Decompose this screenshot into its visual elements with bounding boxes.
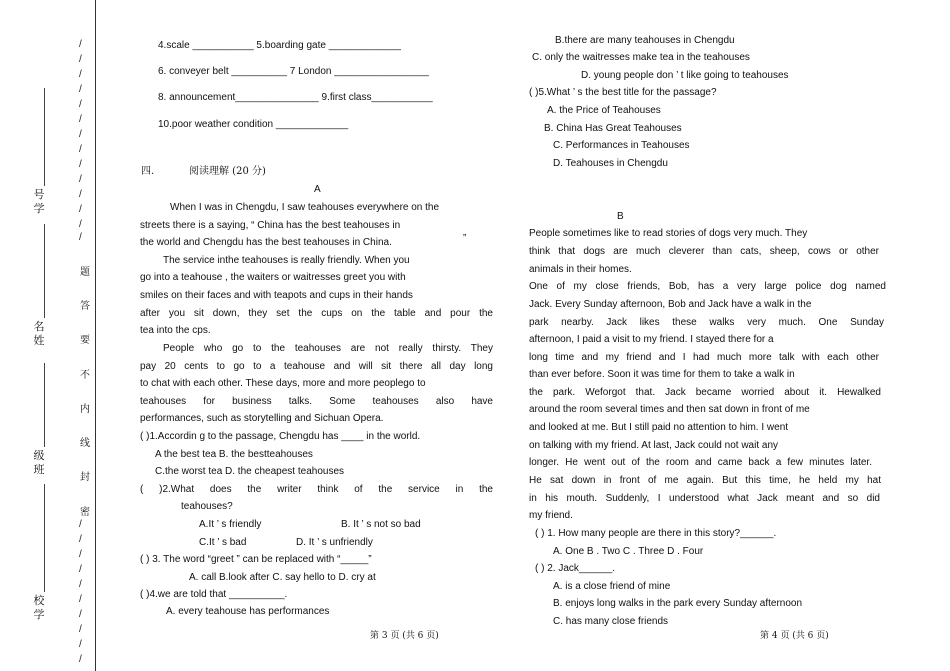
- passage-line: in his mouth. Suddenly, I understood what Jack meant and so did: [529, 493, 880, 504]
- option: A.It ’ s friendly: [199, 519, 262, 530]
- closing-quote: ”: [463, 233, 467, 244]
- page-number-right: 第 4 页 (共 6 页): [760, 631, 829, 641]
- passage-line: streets there is a saying, “ China has the best teahouses in: [140, 220, 401, 231]
- option: C. has many close friends: [553, 616, 669, 627]
- binding-slash: /: [79, 579, 82, 590]
- option: D. It ’ s unfriendly: [296, 537, 373, 548]
- passage-line: think that dogs are much cleverer than cats, sheep, cows or other: [529, 246, 879, 257]
- label-class: 级班: [33, 449, 45, 476]
- passage-line: He sat down in front of me again. But this time, he held my hat: [529, 475, 881, 486]
- vocab-line: 10.poor weather condition _____________: [158, 119, 349, 130]
- option: C.It ’ s bad: [199, 537, 247, 548]
- passage-line: pay 20 cents to go to a teahouse and will sit there all day long: [140, 361, 493, 372]
- question-1-options: A the best tea B. the bestteahouses: [155, 449, 313, 460]
- passage-line: teahouses for business talks. Some teahouses also have: [140, 396, 493, 407]
- question-1: ( )1.Accordin g to the passage, Chengdu has ____ in the world.: [140, 431, 421, 442]
- label-rule: [44, 363, 45, 447]
- passage-line: my friend.: [529, 510, 573, 521]
- binding-slash: /: [79, 564, 82, 575]
- binding-slash: /: [79, 39, 82, 50]
- passage-line: park nearby. Jack likes these walks very much. One Sunday: [529, 317, 884, 328]
- option: C. only the waitresses make tea in the teahouses: [532, 52, 750, 63]
- passage-line: People who go to the teahouses are not really thirsty. They: [163, 343, 493, 354]
- binding-slash: /: [79, 189, 82, 200]
- binding-slash: /: [79, 594, 82, 605]
- passage-line: to chat with each other. These days, more and more peoplego to: [140, 378, 426, 389]
- seal-char: 密: [80, 507, 90, 518]
- binding-slash: /: [79, 639, 82, 650]
- section-number: 四.: [141, 166, 155, 177]
- passage-line: Jack. Every Sunday afternoon, Bob and Jack have a walk in the: [529, 299, 812, 310]
- passage-line: animals in their homes.: [529, 264, 632, 275]
- binding-slash: /: [79, 534, 82, 545]
- seal-char: 线: [80, 438, 90, 449]
- page-number-left: 第 3 页 (共 6 页): [370, 631, 439, 641]
- option: B.there are many teahouses in Chengdu: [555, 35, 735, 46]
- binding-slash: /: [79, 159, 82, 170]
- option: A. the Price of Teahouses: [547, 105, 661, 116]
- passage-line: around the room several times and then sat down in front of me: [529, 404, 810, 415]
- option: C. Performances in Teahouses: [553, 140, 690, 151]
- passage-line: longer. He went out of the room and came back a few minutes later.: [529, 457, 872, 468]
- binding-slash: /: [79, 129, 82, 140]
- binding-slash: /: [79, 624, 82, 635]
- seal-char: 答: [80, 301, 90, 312]
- passage-title: B: [617, 211, 624, 222]
- passage-line: the world and Chengdu has the best teahouses in China.: [140, 237, 392, 248]
- passage-line: When I was in Chengdu, I saw teahouses everywhere on the: [170, 202, 440, 213]
- seal-char: 不: [80, 370, 90, 381]
- passage-line: One of my close friends, Bob, has a very large police dog named: [529, 281, 886, 292]
- vocab-line: 4.scale ___________ 5.boarding gate _____________: [158, 40, 401, 51]
- binding-line: [95, 0, 96, 671]
- label-student-number: 号学: [33, 188, 45, 215]
- question-3-options: A. call B.look after C. say hello to D. cry at: [189, 572, 376, 583]
- option: A. is a close friend of mine: [553, 581, 671, 592]
- question-b1: ( ) 1. How many people are there in this story?______.: [535, 528, 777, 539]
- question-2-cont: teahouses?: [181, 501, 233, 512]
- option: B. It ’ s not so bad: [341, 519, 421, 530]
- option: B. China Has Great Teahouses: [544, 123, 682, 134]
- binding-slash: /: [79, 69, 82, 80]
- question-b2: ( ) 2. Jack______.: [535, 563, 616, 574]
- passage-line: the park. Weforgot that. Jack became worried about it. Hewalked: [529, 387, 881, 398]
- seal-char: 内: [80, 404, 90, 415]
- binding-slash: /: [79, 84, 82, 95]
- binding-slash: /: [79, 114, 82, 125]
- binding-slash: /: [79, 609, 82, 620]
- option: A. every teahouse has performances: [166, 606, 330, 617]
- vocab-line: 8. announcement_______________ 9.first class___________: [158, 92, 433, 103]
- binding-slash: /: [79, 144, 82, 155]
- passage-line: than ever before. Soon it was time for them to take a walk in: [529, 369, 795, 380]
- passage-line: afternoon, I paid a visit to my friend. I stayed there for a: [529, 334, 774, 345]
- question-3: ( ) 3. The word “greet ” can be replaced with “_____”: [140, 554, 372, 565]
- binding-margin: [0, 0, 100, 671]
- binding-slash: /: [79, 174, 82, 185]
- passage-line: The service inthe teahouses is really friendly. When you: [163, 255, 410, 266]
- question-5: ( )5.What ’ s the best title for the passage?: [529, 87, 717, 98]
- binding-slash: /: [79, 204, 82, 215]
- question-2: ( )2.What does the writer think of the service in the: [140, 484, 493, 495]
- vocab-line: 6. conveyer belt __________ 7 London _________________: [158, 66, 429, 77]
- seal-char: 要: [80, 335, 90, 346]
- binding-slash: /: [79, 99, 82, 110]
- label-rule: [44, 88, 45, 186]
- passage-line: People sometimes like to read stories of dogs very much. They: [529, 228, 808, 239]
- passage-line: go into a teahouse , the waiters or waitresses greet you with: [140, 272, 406, 283]
- option: B. enjoys long walks in the park every Sunday afternoon: [553, 598, 803, 609]
- binding-slash: /: [79, 654, 82, 665]
- binding-slash: /: [79, 519, 82, 530]
- passage-line: smiles on their faces and with teapots and cups in their hands: [140, 290, 413, 301]
- label-rule: [44, 484, 45, 592]
- label-rule: [44, 224, 45, 318]
- question-b1-options: A. One B . Two C . Three D . Four: [553, 546, 704, 557]
- passage-title: A: [314, 184, 321, 195]
- question-1-options: C.the worst tea D. the cheapest teahouses: [155, 466, 344, 477]
- option: D. Teahouses in Chengdu: [553, 158, 668, 169]
- passage-line: and looked at me. But I still paid no attention to him. I went: [529, 422, 789, 433]
- passage-line: tea into the cps.: [140, 325, 211, 336]
- passage-line: after you sit down, they set the cups on the table and pour the: [140, 308, 493, 319]
- option: D. young people don ’ t like going to teahouses: [581, 70, 789, 81]
- seal-char: 封: [80, 472, 90, 483]
- question-4: ( )4.we are told that __________.: [140, 589, 288, 600]
- section-title: 阅读理解 (20 分): [189, 166, 266, 177]
- binding-slash: /: [79, 549, 82, 560]
- binding-slash: /: [79, 219, 82, 230]
- seal-char: 题: [80, 267, 90, 278]
- binding-slash: /: [79, 232, 82, 243]
- passage-line: performances, such as storytelling and Sichuan Opera.: [140, 413, 384, 424]
- passage-line: long time and my friend and I had much more talk with each other: [529, 352, 879, 363]
- passage-line: on talking with my friend. At last, Jack could not wait any: [529, 440, 779, 451]
- label-school: 校学: [33, 594, 45, 621]
- label-name: 名姓: [33, 320, 45, 347]
- binding-slash: /: [79, 54, 82, 65]
